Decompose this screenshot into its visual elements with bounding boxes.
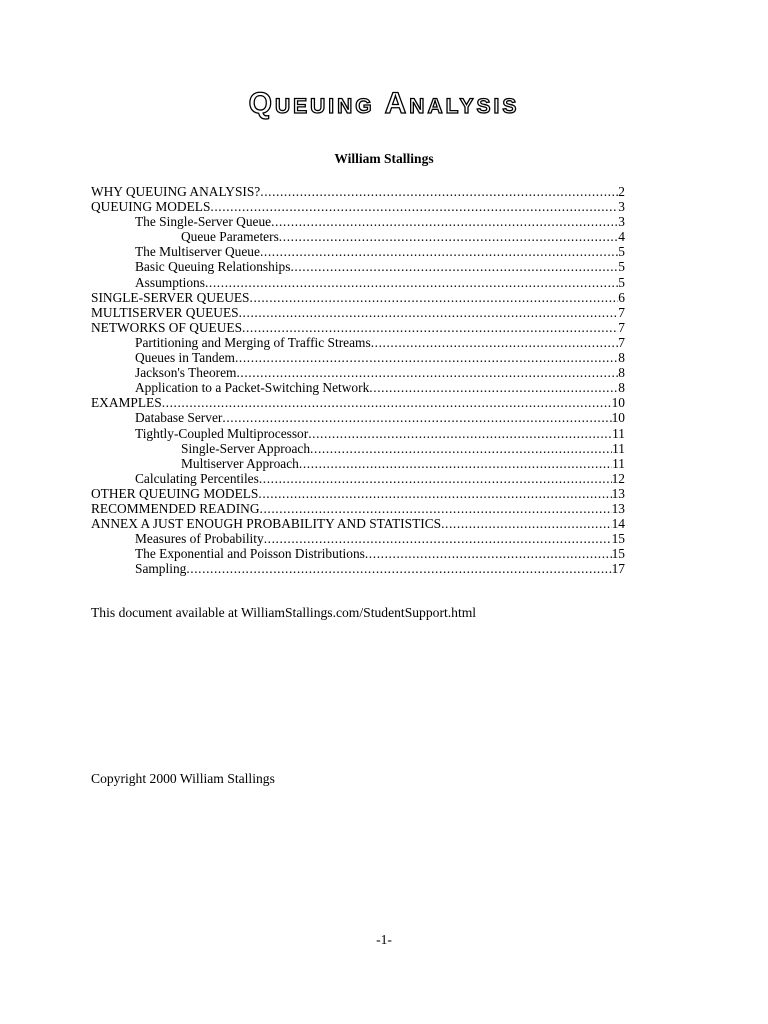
toc-entry-label: MULTISERVER QUEUES	[91, 304, 239, 320]
toc-entry-label: Measures of Probability	[135, 531, 264, 547]
page-number: -1-	[376, 932, 392, 947]
toc-entry-label: WHY QUEUING ANALYSIS?	[91, 184, 261, 199]
toc-entry-page: 3	[618, 214, 625, 230]
toc-leader-dots	[310, 441, 612, 456]
toc-entry-label: Assumptions	[135, 274, 205, 290]
toc-entry[interactable]	[91, 229, 625, 244]
toc-leader-dots	[299, 456, 612, 471]
toc-leader-dots	[371, 335, 619, 350]
toc-entry[interactable]	[91, 365, 625, 380]
toc-entry-page: 11	[612, 455, 625, 471]
toc-entry[interactable]	[91, 471, 625, 486]
toc-entry[interactable]	[91, 259, 625, 274]
toc-entry[interactable]	[91, 275, 625, 290]
title-word-ueuing: UEUING	[274, 95, 375, 118]
toc-entry-page: 17	[611, 561, 625, 577]
toc-leader-dots	[259, 471, 612, 486]
toc-entry[interactable]	[91, 320, 625, 335]
toc-leader-dots	[260, 501, 612, 516]
toc-leader-dots	[271, 214, 618, 229]
toc-leader-dots	[264, 531, 612, 546]
toc-leader-dots	[222, 410, 611, 425]
toc-entry-label: Queue Parameters	[181, 229, 279, 245]
toc-leader-dots	[162, 395, 612, 410]
copyright-notice: Copyright 2000 William Stallings	[91, 771, 275, 786]
toc-entry[interactable]	[91, 350, 625, 365]
toc-entry-page: 11	[612, 440, 625, 456]
toc-leader-dots	[279, 229, 619, 244]
toc-leader-dots	[308, 426, 612, 441]
toc-entry[interactable]	[91, 335, 625, 350]
toc-leader-dots	[250, 290, 619, 305]
toc-leader-dots	[260, 184, 618, 199]
toc-entry-page: 2	[618, 184, 625, 199]
toc-leader-dots	[236, 365, 618, 380]
toc-entry-page: 10	[611, 410, 625, 426]
toc-entry-label: Tightly-Coupled Multiprocessor	[135, 425, 309, 441]
toc-entry-page: 8	[618, 365, 625, 381]
title-letter-a: A	[384, 87, 410, 120]
toc-leader-dots	[258, 486, 611, 501]
toc-entry-page: 15	[611, 546, 625, 562]
toc-entry-label: Queues in Tandem	[135, 350, 235, 366]
toc-entry[interactable]	[91, 305, 625, 320]
toc-entry-page: 15	[611, 531, 625, 547]
toc-entry-label: The Single-Server Queue	[135, 214, 272, 230]
toc-entry[interactable]	[91, 244, 625, 259]
toc-entry-label: QUEUING MODELS	[91, 199, 211, 215]
toc-entry-label: SINGLE-SERVER QUEUES	[91, 289, 250, 305]
toc-leader-dots	[235, 350, 618, 365]
toc-entry[interactable]	[91, 561, 625, 576]
toc-entry-page: 5	[618, 259, 625, 275]
toc-leader-dots	[260, 244, 618, 259]
toc-leader-dots	[441, 516, 612, 531]
toc-entry-label: Jackson's Theorem	[135, 365, 237, 381]
toc-entry-page: 8	[618, 380, 625, 396]
toc-entry-page: 5	[618, 244, 625, 260]
toc-entry-label: Sampling	[135, 561, 187, 577]
toc-leader-dots	[365, 546, 612, 561]
toc-entry[interactable]	[91, 380, 625, 395]
title-letter-q: Q	[248, 87, 275, 120]
toc-leader-dots	[369, 380, 618, 395]
toc-entry[interactable]	[91, 486, 625, 501]
toc-entry-label: ANNEX A JUST ENOUGH PROBABILITY AND STATISTICS	[91, 516, 442, 532]
toc-leader-dots	[239, 305, 619, 320]
toc-leader-dots	[210, 199, 618, 214]
toc-entry-page: 13	[611, 485, 625, 501]
toc-leader-dots	[290, 259, 618, 274]
toc-entry-page: 12	[611, 470, 625, 486]
toc-entry[interactable]	[91, 546, 625, 561]
toc-leader-dots	[242, 320, 618, 335]
toc-entry-page: 7	[618, 304, 625, 320]
toc-leader-dots	[186, 561, 611, 576]
toc-entry-page: 10	[611, 395, 625, 411]
toc-entry[interactable]	[91, 184, 625, 199]
toc-entry-label: Calculating Percentiles	[135, 470, 259, 486]
table-of-contents	[91, 184, 625, 576]
toc-entry-page: 7	[618, 319, 625, 335]
toc-entry-label: Multiserver Approach	[181, 455, 299, 471]
toc-entry-page: 6	[618, 289, 625, 305]
toc-entry-page: 5	[618, 274, 625, 290]
toc-entry-page: 7	[618, 334, 625, 350]
toc-entry[interactable]	[91, 456, 625, 471]
toc-entry-label: The Multiserver Queue	[135, 244, 260, 260]
toc-entry[interactable]	[91, 516, 625, 531]
document-title	[0, 86, 768, 125]
toc-entry[interactable]	[91, 199, 625, 214]
toc-entry-label: Database Server	[135, 410, 223, 426]
toc-entry-page: 8	[618, 350, 625, 366]
toc-entry[interactable]	[91, 214, 625, 229]
title-word-nalysis: NALYSIS	[409, 95, 520, 118]
toc-entry-label: Partitioning and Merging of Traffic Streams	[135, 334, 371, 350]
toc-entry-page: 3	[618, 199, 625, 215]
toc-entry-page: 14	[611, 516, 625, 532]
toc-entry[interactable]	[91, 290, 625, 305]
toc-entry[interactable]	[91, 410, 625, 425]
toc-entry-label: Single-Server Approach	[181, 440, 311, 456]
toc-entry[interactable]	[91, 426, 625, 441]
toc-leader-dots	[205, 275, 618, 290]
toc-entry[interactable]	[91, 441, 625, 456]
toc-entry-label: RECOMMENDED READING	[91, 500, 260, 516]
toc-entry-label: Basic Queuing Relationships	[135, 259, 291, 275]
toc-entry-label: NETWORKS OF QUEUES	[91, 319, 243, 335]
toc-entry-page: 4	[618, 229, 625, 245]
toc-entry-label: OTHER QUEUING MODELS	[91, 485, 259, 501]
toc-entry-label: EXAMPLES	[91, 395, 162, 411]
availability-note: This document available at WilliamStallings.com/StudentSupport.html	[91, 605, 477, 620]
author-name: William Stallings	[334, 151, 434, 166]
toc-entry-page: 11	[612, 425, 625, 441]
toc-entry[interactable]	[91, 395, 625, 410]
toc-entry-label: Application to a Packet-Switching Network	[135, 380, 370, 396]
toc-entry[interactable]	[91, 501, 625, 516]
toc-entry-page: 13	[611, 500, 625, 516]
toc-entry[interactable]	[91, 531, 625, 546]
toc-entry-label: The Exponential and Poisson Distributions	[135, 546, 365, 562]
